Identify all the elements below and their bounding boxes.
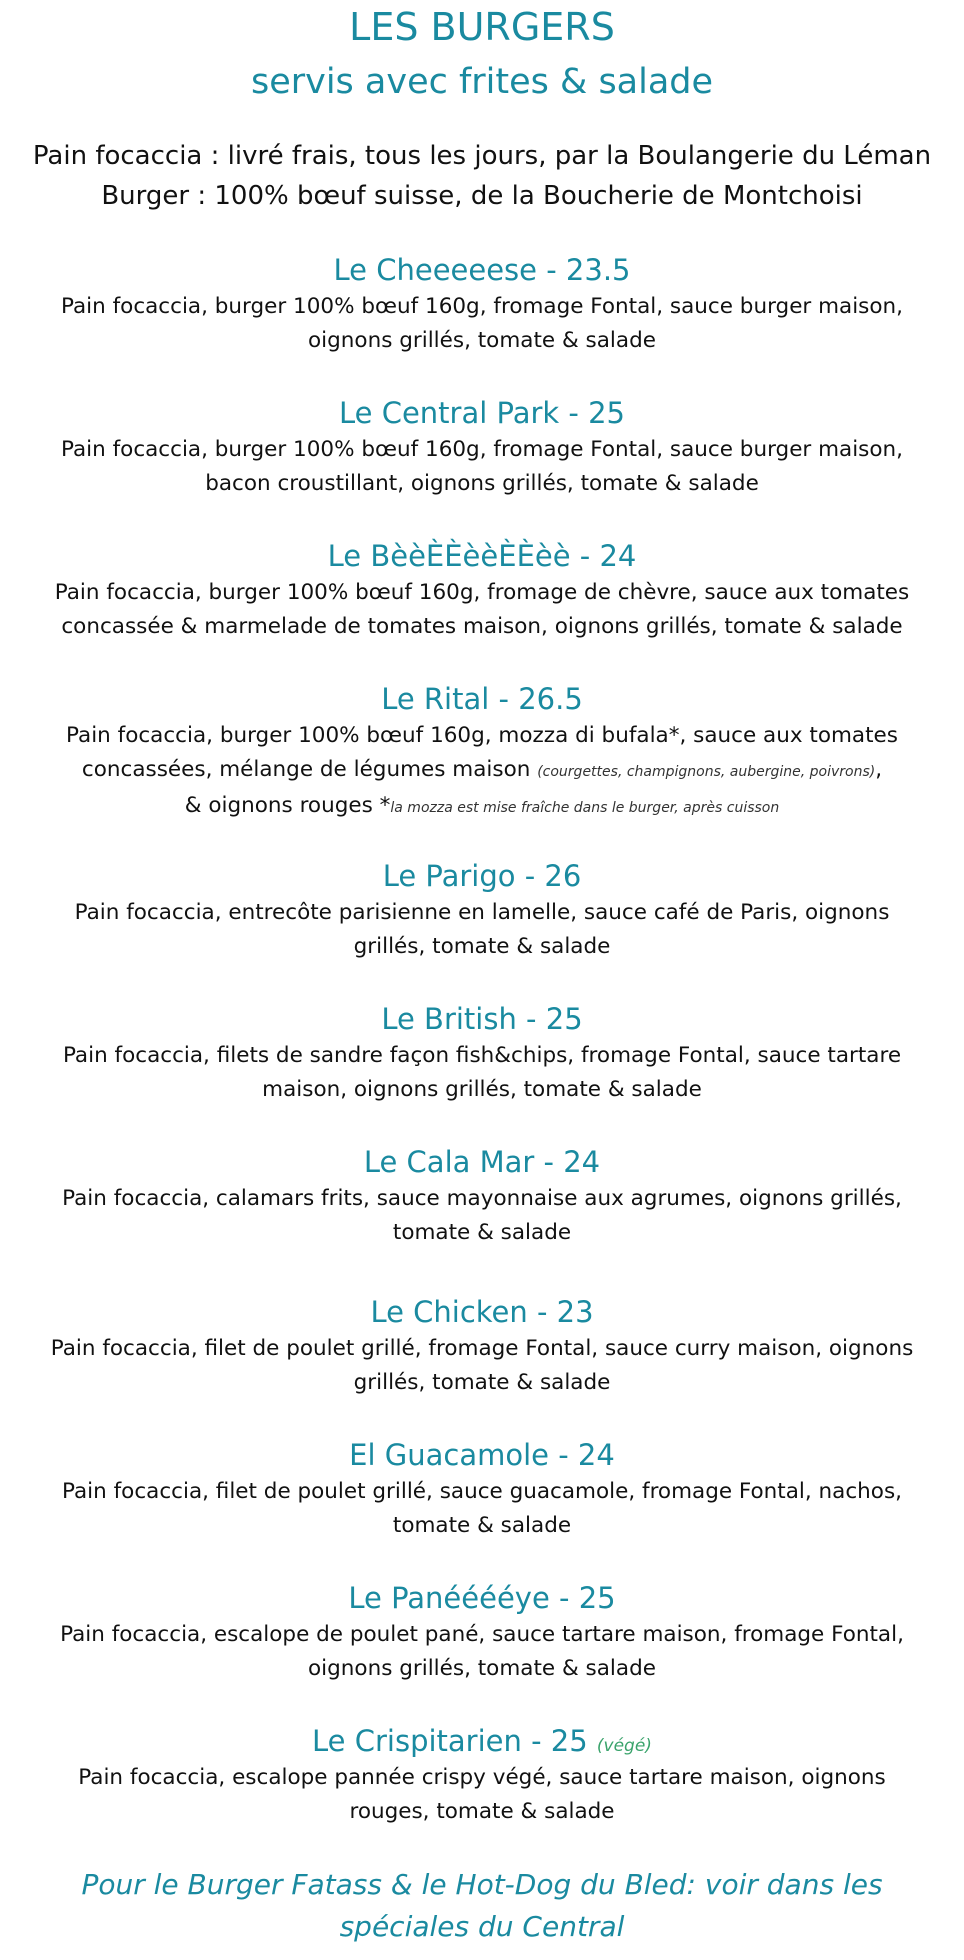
menu-item-desc-line: Pain focaccia, calamars frits, sauce mayonnaise aux agrumes, oignons grillés, [62, 1186, 902, 1211]
menu-item-desc-line: tomate & salade [392, 1513, 572, 1538]
beef-info: Burger : 100% bœuf suisse, de la Boucherie de Montchoisi [101, 181, 863, 211]
menu-item-desc-text: & oignons rouges * [184, 793, 391, 818]
vege-tag: (végé) [596, 1736, 652, 1756]
menu-item-rital [0, 679, 964, 825]
menu-item-desc-line: Pain focaccia, filet de poulet grillé, fromage Fontal, sauce curry maison, oignons [50, 1336, 914, 1361]
menu-item-cheeeeese [0, 250, 964, 358]
menu-item-desc-line: grillés, tomate & salade [353, 1370, 611, 1395]
menu-item-desc-line: Pain focaccia, burger 100% bœuf 160g, fromage Fontal, sauce burger maison, [60, 437, 904, 462]
bread-info: Pain focaccia : livré frais, tous les jours, par la Boulangerie du Léman [32, 141, 932, 171]
menu-item-title: Le Cala Mar - 24 [363, 1145, 601, 1179]
menu-item-desc-line [0, 753, 964, 789]
menu-item-chicken [0, 1292, 964, 1400]
menu-item-title: Le British - 25 [381, 1002, 583, 1036]
menu-item-title: Le Crispitarien - 25 [312, 1724, 588, 1758]
menu-item-desc-line: grillés, tomate & salade [353, 934, 611, 959]
menu-item-desc-line [0, 789, 964, 825]
menu-item-desc-line: Pain focaccia, entrecôte parisienne en lamelle, sauce café de Paris, oignons [74, 900, 890, 925]
menu-item-guacamole [0, 1435, 964, 1543]
menu-item-desc-line: rouges, tomate & salade [349, 1799, 615, 1824]
menu-item-title: El Guacamole - 24 [349, 1438, 615, 1472]
menu-item-crispitarien [0, 1721, 964, 1829]
menu-item-beeeee [0, 536, 964, 644]
menu-item-cala-mar [0, 1142, 964, 1250]
menu-item-desc-line: Pain focaccia, escalope de poulet pané, sauce tartare maison, fromage Fontal, [60, 1622, 904, 1647]
menu-item-desc-line: bacon croustillant, oignons grillés, tomate & salade [205, 471, 759, 496]
menu-item-desc-line: oignons grillés, tomate & salade [308, 1656, 656, 1681]
menu-item-title: Le Panééééye - 25 [348, 1581, 616, 1615]
menu-item-british [0, 999, 964, 1107]
specials-note-line: Pour le Burger Fatass & le Hot-Dog du Bled: voir dans les [81, 1868, 883, 1901]
menu-item-paneeeeye [0, 1578, 964, 1686]
menu-item-desc-text: , [875, 757, 883, 782]
menu-item-desc-line: Pain focaccia, escalope pannée crispy végé, sauce tartare maison, oignons [78, 1765, 886, 1790]
specials-note-line: spéciales du Central [339, 1910, 625, 1943]
vegetables-note: (courgettes, champignons, aubergine, poivrons) [537, 764, 876, 780]
menu-subtitle: servis avec frites & salade [250, 62, 714, 102]
menu-item-title-row [0, 1721, 964, 1761]
mozza-note: la mozza est mise fraîche dans le burger, après cuisson [390, 800, 780, 816]
menu-item-desc-line: Pain focaccia, filets de sandre façon fish&chips, fromage Fontal, sauce tartare [62, 1043, 902, 1068]
menu-item-title: Le Central Park - 25 [339, 396, 625, 430]
menu-item-desc-line: Pain focaccia, filet de poulet grillé, sauce guacamole, fromage Fontal, nachos, [62, 1479, 902, 1504]
menu-item-desc-line: oignons grillés, tomate & salade [308, 328, 656, 353]
menu-item-title: Le Cheeeeese - 23.5 [333, 253, 631, 287]
menu-item-parigo [0, 856, 964, 964]
menu-item-title: Le Chicken - 23 [370, 1295, 594, 1329]
menu-item-desc-line: Pain focaccia, burger 100% bœuf 160g, mozza di bufala*, sauce aux tomates [66, 723, 898, 748]
menu-item-title: Le Rital - 26.5 [381, 682, 583, 716]
menu-item-desc-text: concassées, mélange de légumes maison [81, 757, 531, 782]
menu-item-desc-line: concassée & marmelade de tomates maison, oignons grillés, tomate & salade [61, 614, 903, 639]
menu-item-title: Le BèèÈÈèèÈÈèè - 24 [327, 539, 637, 573]
menu-item-title: Le Parigo - 26 [382, 859, 582, 893]
menu-item-desc-line: Pain focaccia, burger 100% bœuf 160g, fromage de chèvre, sauce aux tomates [54, 580, 910, 605]
specials-note [0, 1864, 964, 1948]
menu-item-desc-line: Pain focaccia, burger 100% bœuf 160g, fromage Fontal, sauce burger maison, [60, 294, 904, 319]
menu-item-central-park [0, 393, 964, 501]
menu-item-desc-line: maison, oignons grillés, tomate & salade [262, 1077, 702, 1102]
menu-title: LES BURGERS [349, 5, 615, 49]
menu-item-desc-line: tomate & salade [392, 1220, 572, 1245]
